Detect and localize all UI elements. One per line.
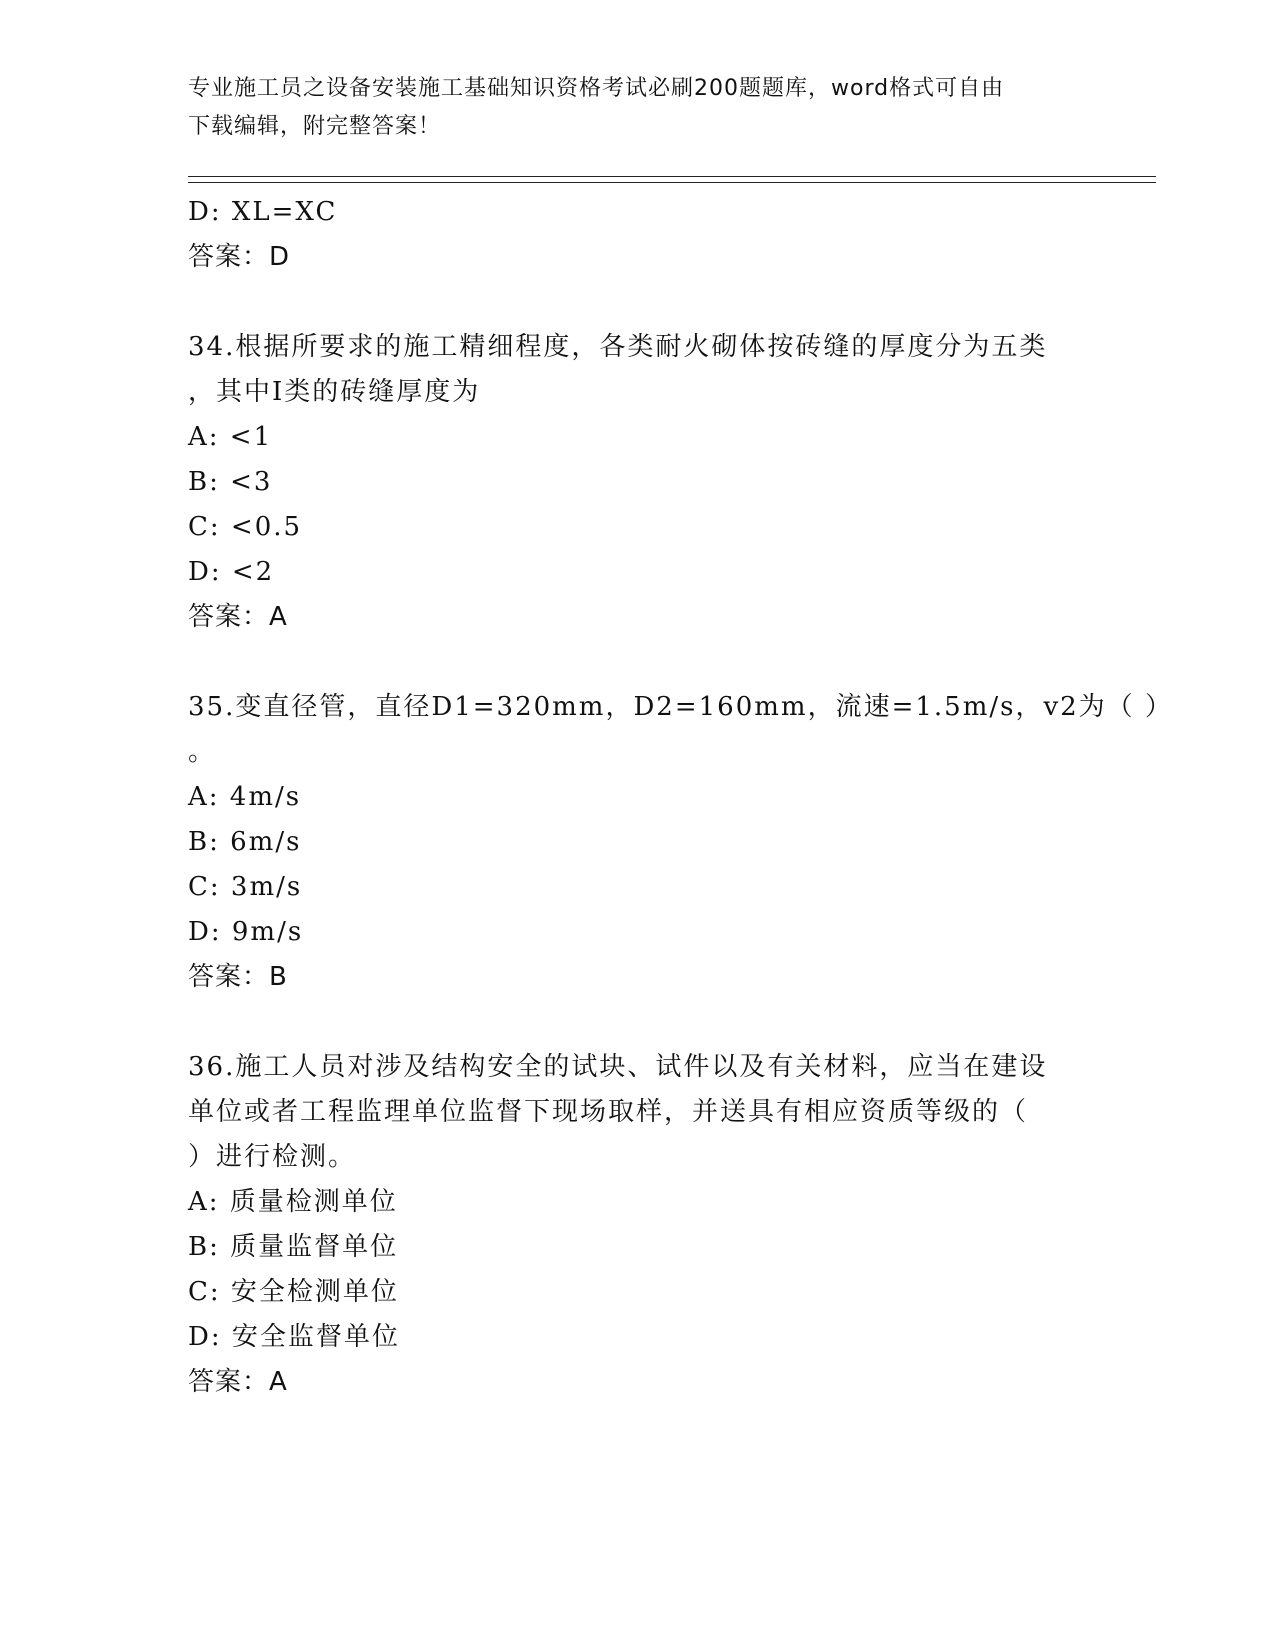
option-c: C: 3m/s [188,872,303,902]
option-a: A: 4m/s [188,782,302,812]
header-line-1: 专业施工员之设备安装施工基础知识资格考试必刷200题题库，word格式可自由 [188,76,1005,101]
question-text: 35.变直径管，直径D1=320mm，D2=160mm，流速=1.5m/s，v2为（ ） [188,692,1173,722]
option-c: C: 安全检测单位 [188,1277,399,1307]
question-block [188,325,1088,640]
answer-line: 答案：B [188,962,288,992]
answer-line: 答案：A [188,1367,288,1397]
question-block [188,685,1173,1000]
question-text: 单位或者工程监理单位监督下现场取样，并送具有相应资质等级的（ [188,1097,1029,1127]
option-d: D: XL=XC [188,197,338,227]
option-c: C: <0.5 [188,512,303,542]
option-d: D: <2 [188,557,275,587]
header-divider-bottom [188,182,1156,183]
question-block [188,1045,1088,1405]
answer-line: 答案：A [188,602,288,632]
question-text: ，其中Ⅰ类的砖缝厚度为 [188,377,481,407]
question-text: 。 [188,737,217,767]
option-a: A: <1 [188,422,273,452]
option-d: D: 9m/s [188,917,304,947]
spacer [188,1000,1088,1045]
question-text: ）进行检测。 [188,1142,357,1172]
question-text: 36.施工人员对涉及结构安全的试块、试件以及有关材料，应当在建设 [188,1052,1048,1082]
option-b: B: <3 [188,467,273,497]
document-header [188,70,1088,146]
option-d: D: 安全监督单位 [188,1322,400,1352]
document-body [188,190,1173,1405]
spacer [188,640,1088,685]
answer-line: 答案：D [188,242,291,272]
spacer [188,280,1088,325]
question-text: 34.根据所要求的施工精细程度，各类耐火砌体按砖缝的厚度分为五类 [188,332,1048,362]
option-b: B: 6m/s [188,827,302,857]
option-a: A: 质量检测单位 [188,1187,398,1217]
header-line-2: 下载编辑，附完整答案！ [188,114,442,139]
option-b: B: 质量监督单位 [188,1232,399,1262]
header-divider-top [188,176,1156,177]
